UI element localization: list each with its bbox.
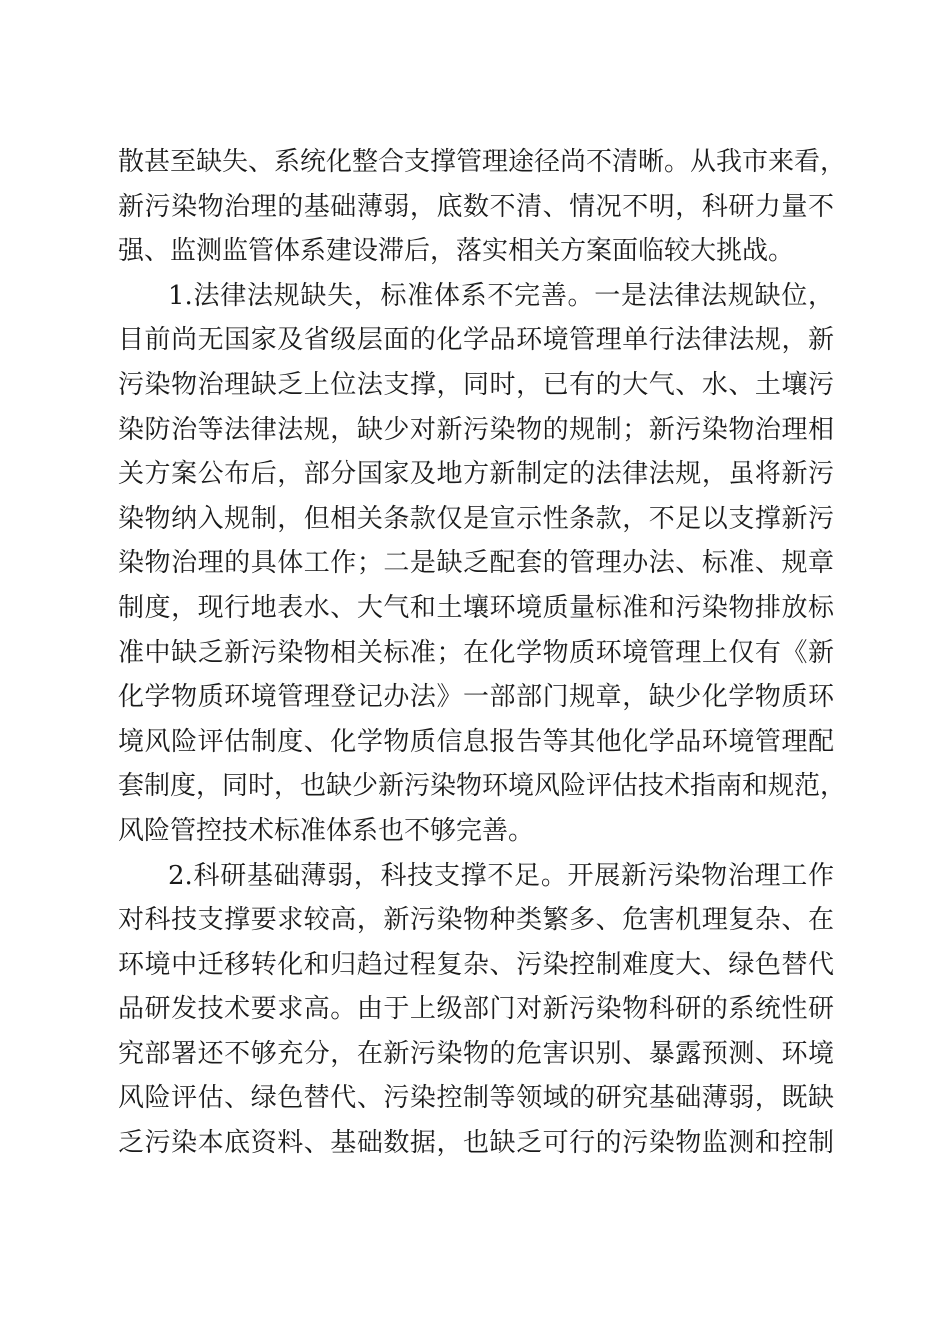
text-line: 污染物治理缺乏上位法支撑，同时，已有的大气、水、土壤污	[118, 369, 834, 400]
text-line: 风险评估、绿色替代、污染控制等领域的研究基础薄弱，既缺	[118, 1083, 834, 1114]
section-1-heading-line: 1.法律法规缺失，标准体系不完善。一是法律法规缺位，	[168, 280, 834, 311]
document-body	[118, 140, 847, 1166]
text-line: 强、监测监管体系建设滞后，落实相关方案面临较大挑战。	[118, 236, 795, 267]
text-line: 染物纳入规制，但相关条款仅是宣示性条款，不足以支撑新污	[118, 503, 834, 534]
text-line: 境风险评估制度、化学物质信息报告等其他化学品环境管理配	[118, 726, 834, 757]
text-line: 套制度，同时，也缺少新污染物环境风险评估技术指南和规范，	[118, 771, 847, 802]
text-line: 环境中迁移转化和归趋过程复杂、污染控制难度大、绿色替代	[118, 949, 834, 980]
text-line: 染防治等法律法规，缺少对新污染物的规制；新污染物治理相	[118, 414, 834, 445]
text-line: 品研发技术要求高。由于上级部门对新污染物科研的系统性研	[118, 994, 834, 1025]
text-line: 乏污染本底资料、基础数据，也缺乏可行的污染物监测和控制	[118, 1128, 834, 1159]
text-line: 风险管控技术标准体系也不够完善。	[118, 815, 535, 846]
text-line: 化学物质环境管理登记办法》一部部门规章，缺少化学物质环	[118, 682, 834, 713]
text-line: 关方案公布后，部分国家及地方新制定的法律法规，虽将新污	[118, 459, 834, 490]
text-line: 新污染物治理的基础薄弱，底数不清、情况不明，科研力量不	[118, 191, 834, 222]
text-line: 制度，现行地表水、大气和土壤环境质量标准和污染物排放标	[118, 592, 834, 623]
text-line: 散甚至缺失、系统化整合支撑管理途径尚不清晰。从我市来看，	[118, 147, 847, 177]
text-line: 染物治理的具体工作；二是缺乏配套的管理办法、标准、规章	[118, 548, 834, 579]
section-2-heading-line: 2.科研基础薄弱，科技支撑不足。开展新污染物治理工作	[168, 860, 834, 891]
text-line: 究部署还不够充分，在新污染物的危害识别、暴露预测、环境	[118, 1038, 834, 1069]
text-line: 准中缺乏新污染物相关标准；在化学物质环境管理上仅有《新	[118, 637, 834, 668]
text-line: 目前尚无国家及省级层面的化学品环境管理单行法律法规，新	[118, 325, 834, 356]
text-line: 对科技支撑要求较高，新污染物种类繁多、危害机理复杂、在	[118, 905, 834, 936]
